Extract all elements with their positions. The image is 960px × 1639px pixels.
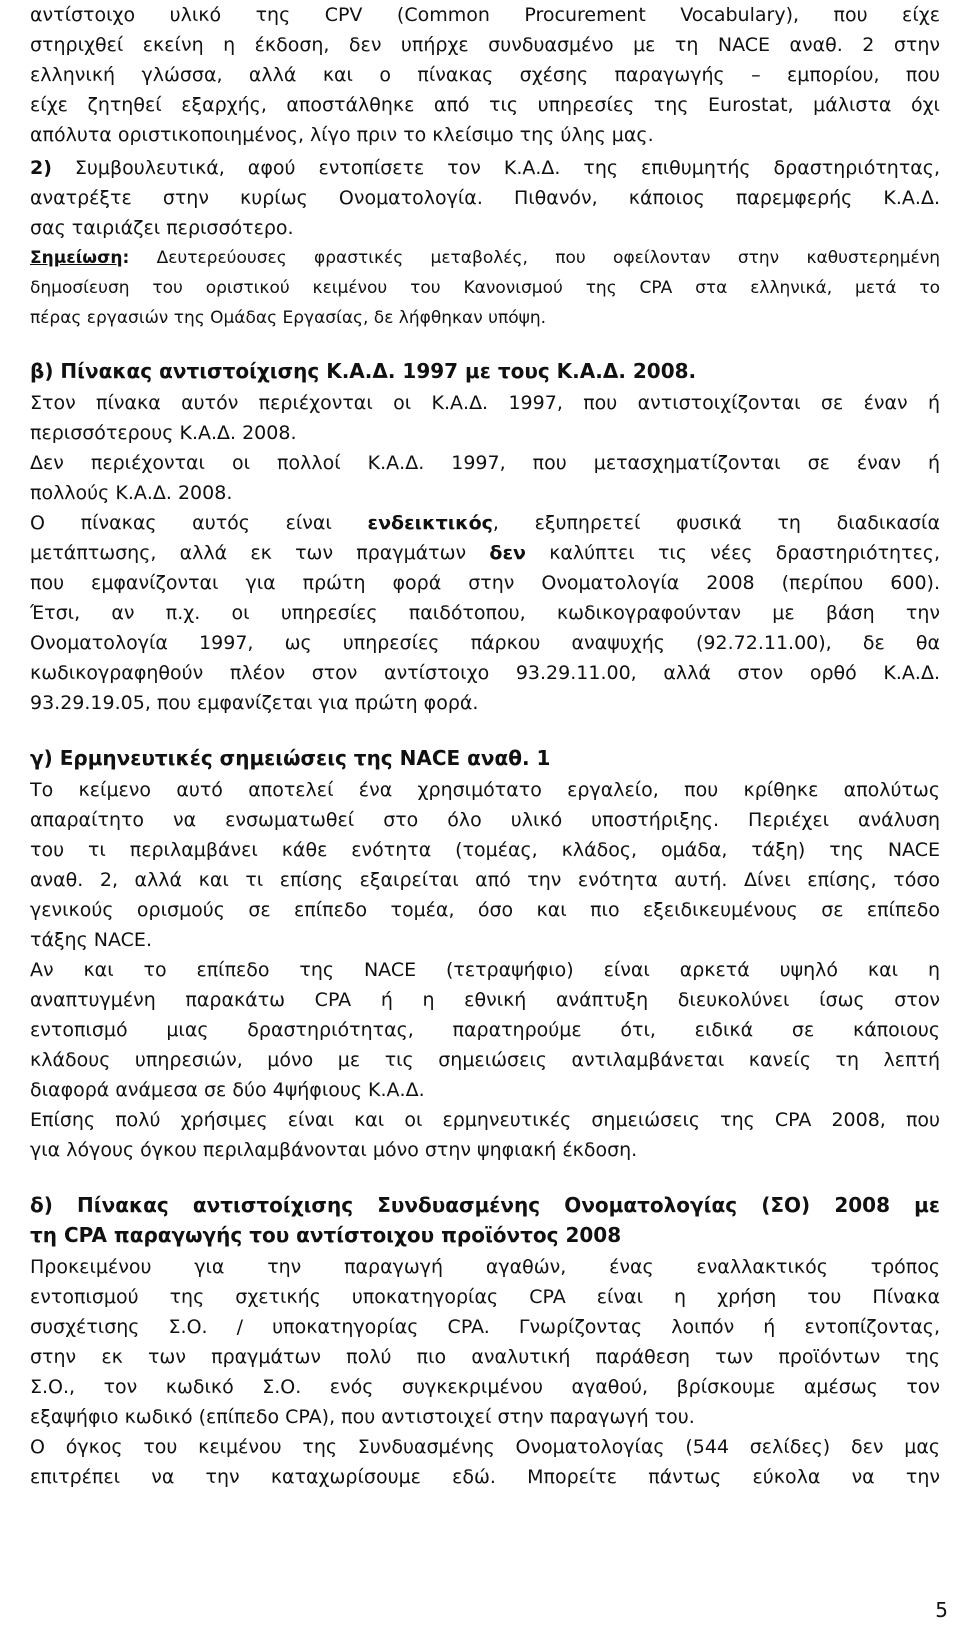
paragraph-line: είχε ζητηθεί εξαρχής, αποστάλθηκε από τις υπηρεσίες της Eurostat, μάλιστα όχι [30,94,940,116]
section-b-line: μετάπτωσης, αλλά εκ των πραγμάτων δεν καλύπτει τις νέες δραστηριότητες, [30,542,940,564]
section-b-line: Έτσι, αν π.χ. οι υπηρεσίες παιδότοπου, κωδικογραφούνταν με βάση την [30,602,940,624]
section-d-line: στην εκ των πραγμάτων πολύ πιο αναλυτική παράθεση των προϊόντων της [30,1346,940,1368]
section-b-heading: β) Πίνακας αντιστοίχισης Κ.Α.Δ. 1997 με τους Κ.Α.Δ. 2008. [30,359,697,383]
page-number: 5 [935,1598,948,1622]
section-d-line: εντοπισμού της σχετικής υποκατηγορίας CPA είναι η χρήση του Πίνακα [30,1286,940,1308]
section-c-heading: γ) Ερμηνευτικές σημειώσεις της NACE αναθ. 1 [30,746,551,770]
section-c-line: γενικούς ορισμούς σε επίπεδο τομέα, όσο και πιο εξειδικευμένους σε επίπεδο [30,899,940,921]
section-b-line: Δεν περιέχονται οι πολλοί Κ.Α.Δ. 1997, που μετασχηματίζονται σε έναν ή [30,452,940,474]
section-b-line: 93.29.19.05, που εμφανίζεται για πρώτη φορά. [30,692,479,714]
paragraph-line: αντίστοιχο υλικό της CPV (Common Procurement Vocabulary), που είχε [30,4,940,26]
section-c-line: του τι περιλαμβάνει κάθε ενότητα (τομέας, κλάδος, ομάδα, τάξη) της NACE [30,839,940,861]
section-d-heading: τη CPA παραγωγής του αντίστοιχου προϊόντος 2008 [30,1223,622,1247]
section-c-line: αναπτυγμένη παρακάτω CPA ή η εθνική ανάπτυξη διευκολύνει ίσως στον [30,989,940,1011]
section-d-line: Ο όγκος του κειμένου της Συνδυασμένης Ονοματολογίας (544 σελίδες) δεν μας [30,1436,940,1458]
item-2-line: 2) Συμβουλευτικά, αφού εντοπίσετε τον Κ.Α.Δ. της επιθυμητής δραστηριότητας, [30,157,940,179]
section-b-line: περισσότερους Κ.Α.Δ. 2008. [30,422,297,444]
note-line: δημοσίευση του οριστικού κειμένου του Κανονισμού της CPA στα ελληνικά, μετά το [30,278,940,298]
section-c-line: Το κείμενο αυτό αποτελεί ένα χρησιμότατο εργαλείο, που κρίθηκε απολύτως [30,779,940,801]
section-c-line: αναθ. 2, αλλά και τι επίσης εξαιρείται από την ενότητα αυτή. Δίνει επίσης, τόσο [30,869,940,891]
section-d-line: επιτρέπει να την καταχωρίσουμε εδώ. Μπορείτε πάντως εύκολα να την [30,1466,940,1488]
emphasis: δεν [489,542,526,564]
paragraph-line: στηριχθεί εκείνη η έκδοση, δεν υπήρχε συνδυασμένο με τη NACE αναθ. 2 στην [30,34,940,56]
section-b-line: Ο πίνακας αυτός είναι ενδεικτικός, εξυπηρετεί φυσικά τη διαδικασία [30,512,940,534]
section-d-line: Σ.Ο., τον κωδικό Σ.Ο. ενός συγκεκριμένου αγαθού, βρίσκουμε αμέσως τον [30,1376,940,1398]
section-c-line: απαραίτητο να ενσωματωθεί στο όλο υλικό υποστήριξης. Περιέχει ανάλυση [30,809,940,831]
section-c-line: τάξης NACE. [30,929,152,951]
item-number: 2) [30,157,52,179]
note-label: Σημείωση [30,248,123,268]
section-c-line: εντοπισμό μιας δραστηριότητας, παρατηρούμε ότι, ειδικά σε κάποιους [30,1019,940,1041]
section-d-heading: δ) Πίνακας αντιστοίχισης Συνδυασμένης Ονοματολογίας (ΣΟ) 2008 με [30,1193,940,1217]
section-d-line: εξαψήφιο κωδικό (επίπεδο CPA), που αντιστοιχεί στην παραγωγή του. [30,1406,695,1428]
section-c-line: Επίσης πολύ χρήσιμες είναι και οι ερμηνευτικές σημειώσεις της CPA 2008, που [30,1109,940,1131]
section-b-line: κωδικογραφηθούν πλέον στον αντίστοιχο 93.29.11.00, αλλά στον ορθό Κ.Α.Δ. [30,662,940,684]
section-c-line: Αν και το επίπεδο της NACE (τετραψήφιο) είναι αρκετά υψηλό και η [30,959,940,981]
section-b-line: Στον πίνακα αυτόν περιέχονται οι Κ.Α.Δ. 1997, που αντιστοιχίζονται σε έναν ή [30,392,940,414]
section-d-line: Προκειμένου για την παραγωγή αγαθών, ένας εναλλακτικός τρόπος [30,1256,940,1278]
item-2-line: ανατρέξτε στην κυρίως Ονοματολογία. Πιθανόν, κάποιος παρεμφερής Κ.Α.Δ. [30,187,940,209]
section-c-line: κλάδους υπηρεσιών, μόνο με τις σημειώσεις αντιλαμβάνεται κανείς τη λεπτή [30,1049,940,1071]
paragraph-line: απόλυτα οριστικοποιημένος, λίγο πριν το κλείσιμο της ύλης μας. [30,124,654,146]
section-b-line: Ονοματολογία 1997, ως υπηρεσίες πάρκου αναψυχής (92.72.11.00), δε θα [30,632,940,654]
emphasis: ενδεικτικός [367,512,493,534]
paragraph-line: ελληνική γλώσσα, αλλά και ο πίνακας σχέσης παραγωγής – εμπορίου, που [30,64,940,86]
section-b-line: που εμφανίζονται για πρώτη φορά στην Ονοματολογία 2008 (περίπου 600). [30,572,940,594]
note-line: Σημείωση: Δευτερεύουσες φραστικές μεταβολές, που οφείλονταν στην καθυστερημένη [30,248,940,268]
note-line: πέρας εργασιών της Ομάδας Εργασίας, δε λήφθηκαν υπόψη. [30,308,547,328]
section-b-line: πολλούς Κ.Α.Δ. 2008. [30,482,233,504]
section-c-line: για λόγους όγκου περιλαμβάνονται μόνο στην ψηφιακή έκδοση. [30,1139,638,1161]
section-d-line: συσχέτισης Σ.Ο. / υποκατηγορίας CPA. Γνωρίζοντας λοιπόν ή εντοπίζοντας, [30,1316,940,1338]
item-2-line: σας ταιριάζει περισσότερο. [30,217,294,239]
section-c-line: διαφορά ανάμεσα σε δύο 4ψήφιους Κ.Α.Δ. [30,1079,425,1101]
